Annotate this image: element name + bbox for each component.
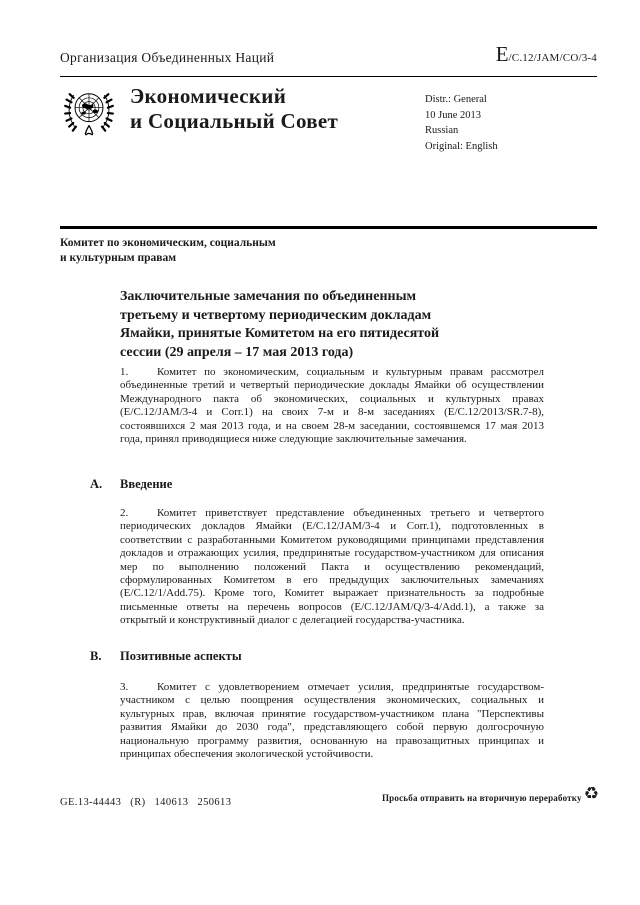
- paragraph-3-text: Комитет с удовлетворением отмечает усилия, предпринятые государством-участником с целью поощрения осуществления экономических, социальных и культурных прав, включая принятие государством-участником плана "Перспективы развития Ямайки до 2030 года", представляющего собой первую долгосрочную национальную программу развития, основанную на правозащитных принципах и принципах обеспечения экологической устойчивости.: [120, 681, 544, 761]
- paragraph-2: [120, 507, 544, 628]
- council-title-line2: и Социальный Совет: [130, 109, 339, 133]
- paragraph-3-number: 3.: [120, 681, 129, 693]
- date-line: 10 June 2013: [425, 109, 481, 121]
- section-heading-positive-aspects: [90, 649, 544, 664]
- committee-name-line2: и культурным правам: [60, 251, 177, 264]
- language-line: Russian: [425, 125, 459, 136]
- distr-line: Distr.: General: [425, 94, 487, 105]
- un-org-name: Организация Объединенных Наций: [60, 50, 275, 65]
- paragraph-1: [120, 366, 544, 446]
- section-a-label: Введение: [120, 477, 173, 491]
- document-symbol: [496, 44, 597, 66]
- committee-name-line1: Комитет по экономическим, социальным: [60, 237, 276, 249]
- original-language-line: Original: English: [425, 140, 498, 152]
- section-a-letter: A.: [90, 477, 103, 491]
- recycle-notice-text: Просьба отправить на вторичную переработку: [381, 792, 582, 803]
- council-title-line1: Экономический: [130, 84, 287, 108]
- paragraph-3: [120, 681, 544, 761]
- council-title: [130, 84, 338, 147]
- document-reference-number: GE.13-44443 (R) 140613 250613: [60, 797, 232, 808]
- paragraph-1-number: 1.: [120, 366, 129, 378]
- section-heading-introduction: [90, 477, 544, 492]
- masthead-divider-thick: [60, 226, 597, 229]
- section-b-letter: B.: [90, 649, 102, 663]
- united-nations-emblem-icon: [62, 86, 118, 147]
- committee-name: [60, 236, 276, 265]
- section-b-label: Позитивные аспекты: [120, 649, 242, 663]
- header-divider-thin: [60, 76, 597, 77]
- document-symbol-initial: E: [495, 42, 509, 66]
- recycle-icon: ♻: [583, 784, 599, 804]
- document-symbol-rest: /C.12/JAM/CO/3-4: [508, 52, 597, 64]
- page-header: [60, 44, 597, 66]
- distribution-info: [425, 92, 498, 154]
- masthead: [62, 84, 597, 152]
- document-title: Заключительные замечания по объединенным третьему и четвертому периодическим докладам Ямайки, принятые Комитетом на его пятидесятой сессии (29 апреля – 17 мая 2013 года): [120, 289, 440, 360]
- paragraph-1-text: Комитет по экономическим, социальным и культурным правам рассмотрел объединенные третий и четвертый периодические доклады Ямайки об осуществлении Международного пакта об экономических, социальных и культурных правах (E/C.12/JAM/3-4 и Corr.1) на своих 7-м и 8-м заседаниях (E/C.12/2013/SR.7-8), состоявшихся 2 мая 2013 года, и на своем 28-м заседании, состоявшемся 17 мая 2013 года, принял приводящиеся ниже следующие заключительные замечания.: [120, 366, 544, 446]
- paragraph-2-number: 2.: [120, 507, 129, 519]
- paragraph-2-text: Комитет приветствует представление объединенных третьего и четвертого периодических докладов Ямайки (E/C.12/JAM/3-4 и Corr.1), подготовленных в соответствии с разработанными Комитетом руководящими принципами представления докладов и отражающих усилия, предпринятые государством-участником для описания мер по выполнению положений Пакта и осуществлению рекомендаций, сформулированных Комитетом в его предыдущих заключительных замечаниях (E/C.12/1/Add.75). Кроме того, Комитет выражает признательность за подробные письменные ответы на перечень вопросов (E/C.12/JAM/Q/3-4/Add.1), а также за открытый и конструктивный диалог с делегацией государства-участника.: [120, 507, 544, 627]
- recycle-notice: [381, 784, 599, 804]
